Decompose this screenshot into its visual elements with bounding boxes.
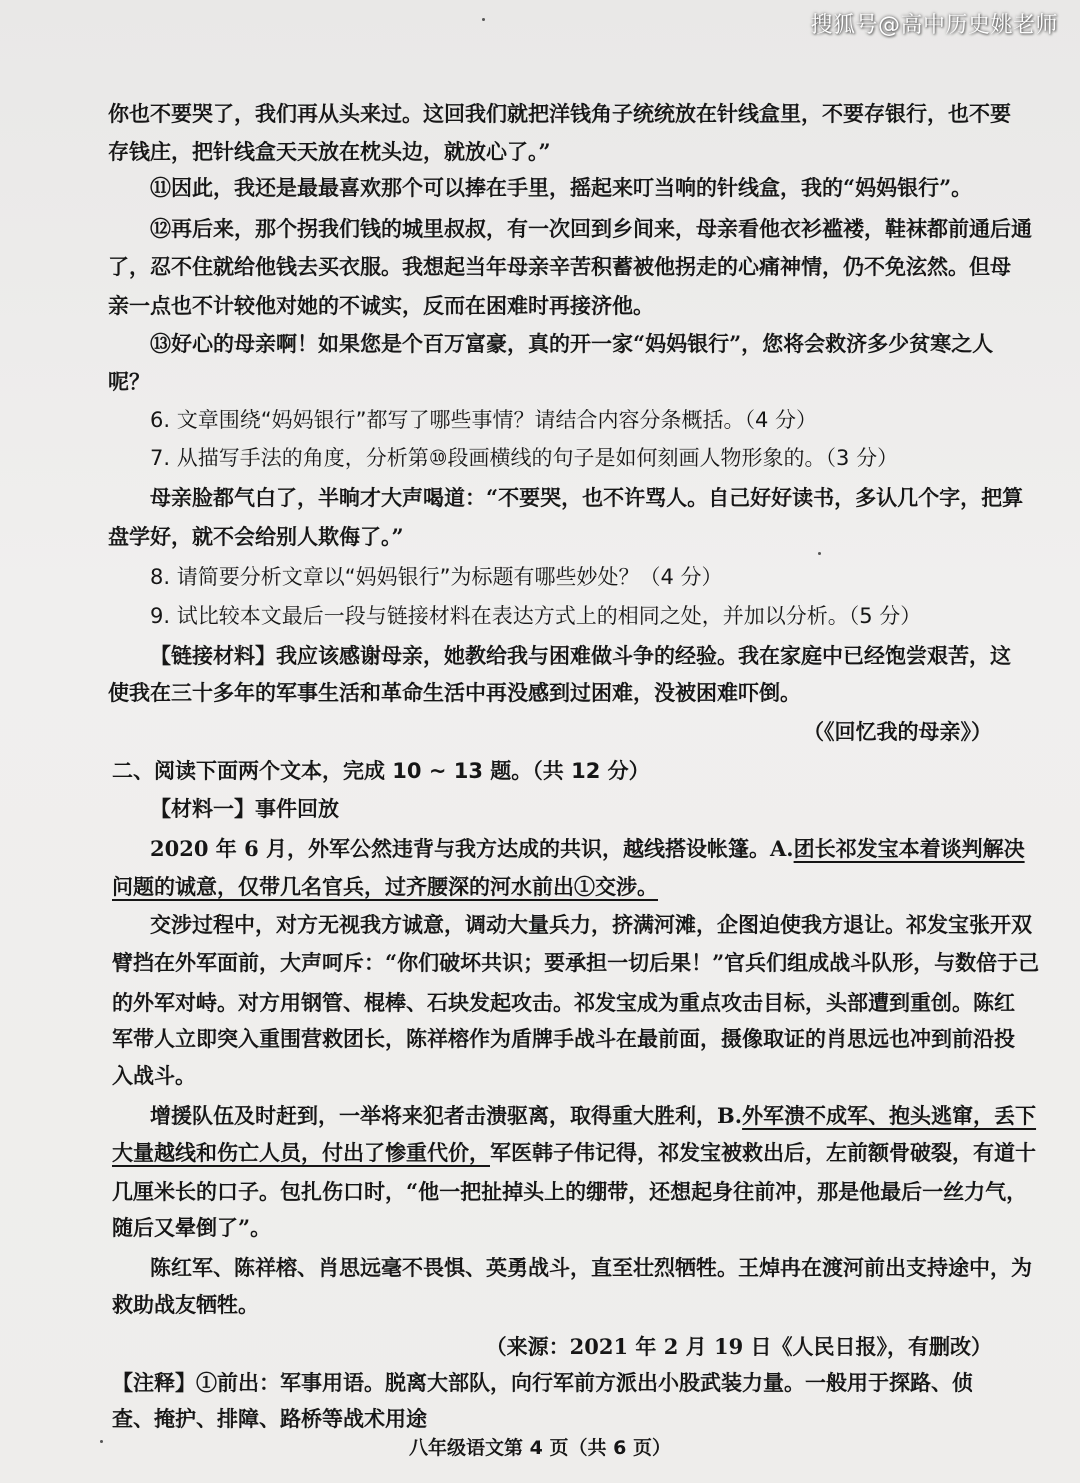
text-line: 的外军对峙。对方用钢管、棍棒、石块发起攻击。祁发宝成为重点攻击目标，头部遭到重创。陈红 bbox=[112, 990, 1015, 1015]
text-line: 呢？ bbox=[108, 369, 150, 394]
page-footer: 八年级语文第 4 页（共 6 页） bbox=[409, 1437, 671, 1459]
link-source: （《回忆我的母亲》） bbox=[803, 720, 992, 744]
question-9: 9. 试比较本文最后一段与链接材料在表达方式上的相同之处，并加以分析。（5 分） bbox=[150, 604, 922, 628]
paragraph-12: ⑫再后来，那个拐我们钱的城里叔叔，有一次回到乡间来，母亲看他衣衫褴褛，鞋袜都前通后通 bbox=[150, 216, 1032, 241]
text-line: 臂挡在外军面前，大声呵斥：“你们破坏共识；要承担一切后果！”官兵们组成战斗队形，与数倍于己 bbox=[112, 950, 1040, 975]
text-line bbox=[150, 834, 1025, 864]
link-material: 【链接材料】我应该感谢母亲，她教给我与困难做斗争的经验。我在家庭中已经饱尝艰苦，这 bbox=[150, 643, 1011, 668]
annotation-cont: 查、掩护、排障、路桥等战术用途 bbox=[112, 1406, 427, 1431]
text-span: 军医韩子伟记得，祁发宝被救出后，左前额骨破裂，有道十 bbox=[490, 1140, 1036, 1165]
text-line: 使我在三十多年的军事生活和革命生活中再没感到过困难，没被困难吓倒。 bbox=[108, 680, 801, 705]
paper-speck bbox=[482, 18, 485, 21]
paper-speck bbox=[818, 552, 821, 555]
question-8: 8. 请简要分析文章以“妈妈银行”为标题有哪些妙处？（4 分） bbox=[150, 565, 723, 589]
paragraph-11: ⑪因此，我还是最最喜欢那个可以捧在手里，摇起来叮当响的针线盒，我的“妈妈银行”。 bbox=[150, 175, 973, 200]
watermark: 搜狐号@高中历史姚老师 bbox=[810, 13, 1058, 38]
paper-speck bbox=[100, 1440, 103, 1443]
underlined-sentence-b-cont: 大量越线和伤亡人员，付出了惨重代价， bbox=[112, 1140, 490, 1165]
text-line: 几厘米长的口子。包扎伤口时，“他一把扯掉头上的绷带，还想起身往前冲，那是他最后一丝力气， bbox=[112, 1179, 1028, 1204]
text-line bbox=[112, 1138, 1036, 1168]
text-line: 陈红军、陈祥榕、肖思远毫不畏惧、英勇战斗，直至壮烈牺牲。王焯冉在渡河前出支持途中，为 bbox=[150, 1255, 1032, 1280]
text-line bbox=[150, 1101, 1036, 1131]
material-source: （来源：2021 年 2 月 19 日《人民日报》，有删改） bbox=[485, 1334, 992, 1359]
text-line: 你也不要哭了，我们再从头来过。这回我们就把洋钱角子统统放在针线盒里，不要存银行，也不要 bbox=[108, 101, 1011, 126]
underlined-sentence-a: 团长祁发宝本着谈判解决 bbox=[793, 836, 1025, 861]
text-line: 亲一点也不计较他对她的不诚实，反而在困难时再接济他。 bbox=[108, 293, 654, 318]
text-span: 2020 年 6 月，外军公然违背与我方达成的共识，越线搭设帐篷。A. bbox=[150, 836, 794, 861]
text-line: 了，忍不住就给他钱去买衣服。我想起当年母亲辛苦积蓄被他拐走的心痛神情，仍不免泫然。但母 bbox=[108, 254, 1011, 279]
question-6: 6. 文章围绕“妈妈银行”都写了哪些事情？请结合内容分条概括。（4 分） bbox=[150, 408, 818, 432]
text-line: 入战斗。 bbox=[112, 1063, 196, 1088]
text-line: 随后又晕倒了”。 bbox=[112, 1215, 272, 1240]
material-one-title: 【材料一】事件回放 bbox=[150, 796, 339, 821]
underlined-sentence-b: 外军溃不成军、抱头逃窜，丢下 bbox=[742, 1103, 1037, 1128]
annotation: 【注释】①前出：军事用语。脱离大部队，向行军前方派出小股武装力量。一般用于探路、侦 bbox=[112, 1370, 973, 1395]
quoted-sentence: 母亲脸都气白了，半晌才大声喝道：“不要哭，也不许骂人。自己好好读书，多认几个字，把算 bbox=[150, 485, 1024, 510]
section-heading: 二、阅读下面两个文本，完成 10 ~ 13 题。（共 12 分） bbox=[112, 759, 650, 783]
underlined-sentence-a-cont: 问题的诚意，仅带几名官兵，过齐腰深的河水前出①交涉。 bbox=[112, 874, 658, 899]
text-line: 存钱庄，把针线盒天天放在枕头边，就放心了。” bbox=[108, 139, 551, 164]
paragraph-13: ⑬好心的母亲啊！如果您是个百万富豪，真的开一家“妈妈银行”，您将会救济多少贫寒之人 bbox=[150, 331, 994, 356]
text-line: 救助战友牺牲。 bbox=[112, 1292, 259, 1317]
text-line: 盘学好，就不会给别人欺侮了。” bbox=[108, 524, 404, 549]
question-7: 7. 从描写手法的角度，分析第⑩段画横线的句子是如何刻画人物形象的。（3 分） bbox=[150, 446, 899, 470]
text-span: 增援队伍及时赶到，一举将来犯者击溃驱离，取得重大胜利，B. bbox=[150, 1103, 743, 1128]
text-line: 军带人立即突入重围营救团长，陈祥榕作为盾牌手战斗在最前面，摄像取证的肖思远也冲到前沿投 bbox=[112, 1026, 1015, 1051]
text-line: 交涉过程中，对方无视我方诚意，调动大量兵力，挤满河滩，企图迫使我方退让。祁发宝张开双 bbox=[150, 912, 1032, 937]
